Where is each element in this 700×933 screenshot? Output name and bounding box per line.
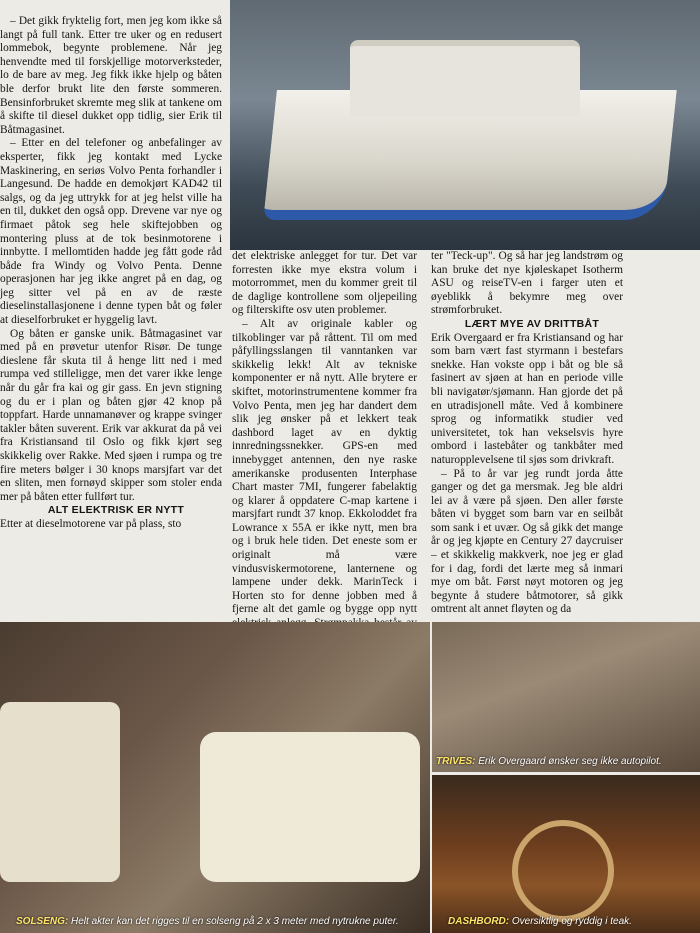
interior-photo	[0, 622, 430, 933]
boat-cabin	[350, 40, 580, 116]
paragraph: Og båten er ganske unik. Båtmagasinet var med på en prøvetur utenfor Risør. De tunge dieslene får skuta til å henge litt ned i med rumpa ved stilleligge, men det varer ikke lenge når du går fra kai og gir gass. En jevn stigning og du er i plan og båten gjør 42 knop på toppfart. Harde unnamanøver og krappe svinger takler båten suverent. Erik var akkurat da på vei fra Kristiansand til Oslo og fikk kjørt seg skikkelig over Rakke. Med sjøen i rumpa og tre fire meters bølger i 30 knops marsjfart var det en sliten, men fornøyd skipper som stoler enda mer på båten etter fullført tur.	[0, 327, 222, 503]
paragraph: – På to år var jeg rundt jorda åtte ganger og det ga mersmak. Jeg ble aldri lei av å være på sjøen. Den aller første båten vi bygget som barn var en seilbåt som sank i et uvær. Og så gikk det mange år og jeg kjøpte en Century 27 daycruiser – et skikkelig makkverk, noe jeg er glad for i dag, fordi det lærte meg så inmari mye om båt. Først nøyt motoren og jeg begynte å studere båtmotorer, så gikk omtrent alt annet fløyten og da	[431, 467, 623, 616]
caption-label: TRIVES:	[436, 756, 476, 767]
boat-photo	[230, 0, 700, 250]
caption-label: SOLSENG:	[16, 916, 69, 927]
paragraph: – Det gikk fryktelig fort, men jeg kom ikke så langt på full tank. Etter tre uker og en redusert lommebok, begynte problemene. Når jeg henvendte med til forskjellige motorverksteder, lo de bare av meg. Jeg fikk ikke hjelp og båten ble derfor brukt lite den første sommeren. Bensinforbruket skremte meg slik at tankene om å skifte til diesel dukket opp tidlig, sier Erik til Båtmagasinet.	[0, 15, 222, 136]
caption-text: Erik Overgaard ønsker seg ikke autopilot.	[478, 756, 662, 767]
dashboard-photo	[432, 775, 700, 933]
section-heading-electric: ALT ELEKTRISK ER NYTT	[47, 504, 185, 517]
caption-trives	[436, 756, 662, 767]
paragraph: ter "Teck-up". Og så har jeg landstrøm og kan bruke det nye kjøleskapet Isotherm ASU og reiseTV-en i farger uten et øyeblikk å bekymre meg over strømforbruket.	[431, 250, 623, 317]
paragraph: Etter at dieselmotorene var på plass, sto	[0, 517, 182, 530]
text-column-3	[431, 250, 623, 617]
caption-dashbord	[448, 916, 632, 927]
text-column-1	[0, 15, 222, 532]
caption-label: DASHBORD:	[448, 916, 510, 927]
section-heading-learned: LÆRT MYE AV DRITTBÅT	[464, 317, 600, 330]
paragraph: Erik Overgaard er fra Kristiansand og har som barn vært fast styrmann i bestefars snekke. Han vokste opp i båt og ble så fasinert av sjøen at han en periode ville bli navigatør/sjømann. Han gjorde det på en utradisjonell måte. Ved å kombinere sprog og informatikk studier ved universitetet, tok han vekselsvis hyre ombord i lastebåter og tankbåter med naturopplevelsene til sjøs som drivkraft.	[431, 331, 623, 466]
paragraph: det elektriske anlegget for tur. Det var forresten ikke mye ekstra volum i motorrommet, men du kommer greit til de daglige kontrollene som oljepeiling og filterskifte osv uten problemer.	[232, 250, 417, 317]
paragraph: – Alt av originale kabler og tilkoblinger var på råttent. Til om med påfyllingsslangen til vanntanken var skikkelig lekk! Alt av tekniske komponenter er nå nytt. Alle brytere er skiftet, motorinstrumentene kommer fra Volvo Penta, men jeg har dandert dem slik jeg ønsker på et lekkert teak dashbord laget av en dyktig innredningssnekker. GPS-en med innebygget antennen, den nye raske amerikanske produsenten Interphase Chart master 7MI, fungerer fabelaktig og klarer å oppdatere C-map kartene i marsjfart rundt 37 knop. Ekkoloddet fra Lowrance x 55A er ikke nytt, men bra og i bruk hele tiden. Det eneste som er originalt må være vindusviskermotorene, lanternene og lampene under dekk. MarinTeck i Horten sto for denne jobben med å fjerne alt det gamle og bygge opp nytt	[232, 317, 417, 616]
paragraph: – Etter en del telefoner og anbefalinger av eksperter, fikk jeg kontakt med Lycke Maskinering, en seriøs Volvo Penta forhandler i Langesund. De hadde en demokjørt KAD42 til salgs, og da jeg uttrykk for at jeg helst ville ha en til, dukket den også opp. Drevene var nye og firmaet påtok seg hele skiftejobben og montering pluss at de tok besinmotorene i innbytte. I mellomtiden hadde jeg fått gode råd både fra Windy og Volvo Penta. Denne operasjonen har jeg ikke angret på en dag, og jeg sitter vel på en av de ræste dieselinstallasjonene i denne typen båt og føler at dieselforbruket er hyggelig lavt.	[0, 137, 222, 327]
caption-text: Oversiktlig og ryddig i teak.	[511, 916, 632, 927]
helm-photo	[432, 622, 700, 772]
caption-text: Helt akter kan det rigges til en solseng på 2 x 3 meter med nytrukne puter.	[71, 916, 399, 927]
interior-sunbed	[200, 732, 420, 882]
interior-seat-left	[0, 702, 120, 882]
steering-wheel	[512, 820, 614, 922]
caption-solseng	[16, 916, 399, 927]
text-column-2	[232, 250, 417, 671]
